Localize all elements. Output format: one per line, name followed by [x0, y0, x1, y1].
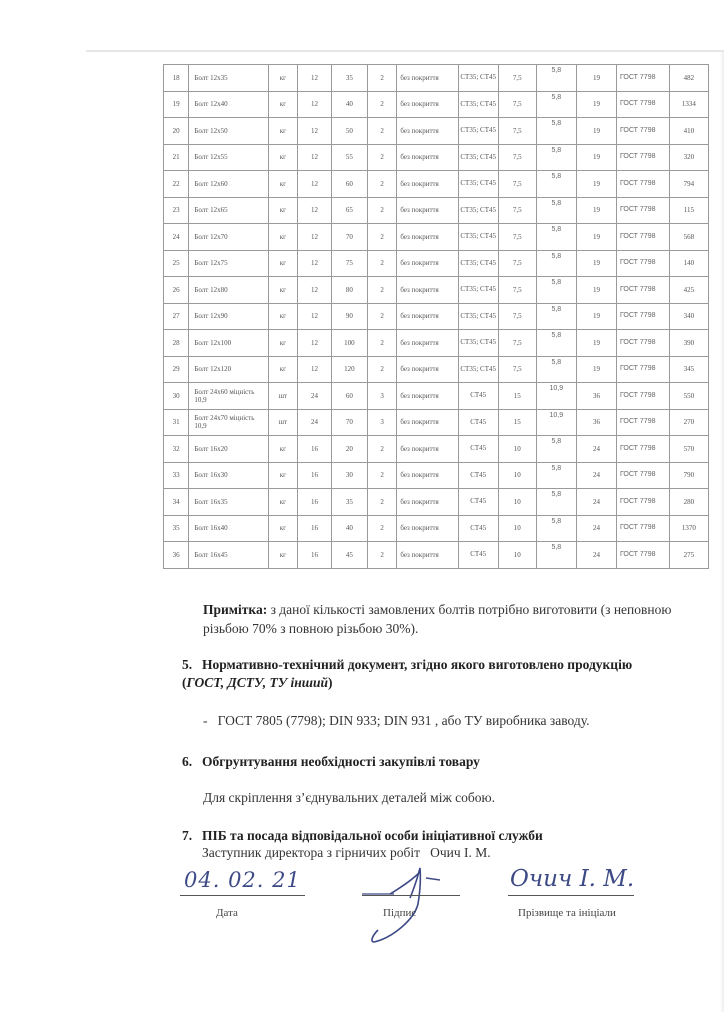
- cell-coating: без покриття: [397, 462, 458, 489]
- cell-s: 24: [576, 515, 616, 542]
- section-6-text: Для скріплення з’єднувальних деталей між собою.: [203, 790, 495, 805]
- section-7-number: 7.: [182, 828, 193, 843]
- cell-coating: без покриття: [397, 330, 458, 357]
- date-line: [180, 895, 305, 896]
- cell-d: 12: [298, 277, 332, 304]
- cell-pitch: 2: [367, 91, 397, 118]
- cell-name: Болт 12х55: [189, 144, 268, 171]
- cell-s: 19: [576, 250, 616, 277]
- cell-d: 16: [298, 489, 332, 516]
- cell-grade: 5,8: [536, 515, 576, 542]
- cell-grade: 10,9: [536, 383, 576, 410]
- cell-steel: СТ35; СТ45: [458, 224, 498, 251]
- cell-unit: кг: [268, 224, 298, 251]
- cell-steel: СТ35; СТ45: [458, 303, 498, 330]
- cell-len: 90: [331, 303, 367, 330]
- cell-s: 19: [576, 171, 616, 198]
- cell-coating: без покриття: [397, 118, 458, 145]
- section-5-item: [203, 712, 590, 730]
- cell-n: 28: [164, 330, 189, 357]
- cell-pitch: 2: [367, 197, 397, 224]
- cell-pitch: 2: [367, 489, 397, 516]
- cell-n: 21: [164, 144, 189, 171]
- section-7-title: [182, 827, 543, 845]
- name-line: [508, 895, 634, 896]
- cell-steel: СТ35; СТ45: [458, 171, 498, 198]
- cell-steel: СТ45: [458, 436, 498, 463]
- cell-pitch: 2: [367, 277, 397, 304]
- section-5-title-end: ): [328, 675, 333, 690]
- cell-a: 15: [498, 383, 536, 410]
- cell-a: 7,5: [498, 65, 536, 92]
- cell-pitch: 2: [367, 303, 397, 330]
- cell-gost: ГОСТ 7798: [617, 65, 670, 92]
- cell-name: Болт 12х75: [189, 250, 268, 277]
- cell-steel: СТ35; СТ45: [458, 356, 498, 383]
- cell-a: 15: [498, 409, 536, 436]
- cell-len: 55: [331, 144, 367, 171]
- cell-qty: 390: [669, 330, 708, 357]
- cell-s: 24: [576, 462, 616, 489]
- cell-n: 36: [164, 542, 189, 569]
- name-label: Прізвище та ініціали: [518, 907, 616, 919]
- cell-len: 40: [331, 515, 367, 542]
- cell-s: 36: [576, 409, 616, 436]
- cell-a: 7,5: [498, 250, 536, 277]
- cell-name: Болт 12х65: [189, 197, 268, 224]
- cell-qty: 320: [669, 144, 708, 171]
- cell-name: Болт 24х60 міцність 10,9: [189, 383, 268, 410]
- cell-a: 7,5: [498, 224, 536, 251]
- table-row: [164, 65, 709, 92]
- cell-d: 12: [298, 144, 332, 171]
- cell-n: 27: [164, 303, 189, 330]
- date-handwritten: 04. 02. 21: [184, 868, 301, 892]
- cell-s: 19: [576, 277, 616, 304]
- note-text: з даної кількості замовлених болтів потрібно виготовити (з неповною різьбою 70% з повною різьбою 30%).: [203, 602, 672, 636]
- cell-grade: 5,8: [536, 489, 576, 516]
- cell-name: Болт 16х40: [189, 515, 268, 542]
- cell-coating: без покриття: [397, 515, 458, 542]
- cell-coating: без покриття: [397, 65, 458, 92]
- cell-name: Болт 16х20: [189, 436, 268, 463]
- cell-qty: 280: [669, 489, 708, 516]
- cell-a: 7,5: [498, 118, 536, 145]
- table-row: [164, 91, 709, 118]
- table-row: [164, 118, 709, 145]
- cell-name: Болт 12х100: [189, 330, 268, 357]
- cell-qty: 568: [669, 224, 708, 251]
- cell-len: 70: [331, 224, 367, 251]
- cell-qty: 550: [669, 383, 708, 410]
- cell-coating: без покриття: [397, 197, 458, 224]
- cell-name: Болт 12х60: [189, 171, 268, 198]
- cell-steel: СТ35; СТ45: [458, 330, 498, 357]
- section-6-title: [182, 753, 480, 771]
- cell-d: 12: [298, 330, 332, 357]
- cell-unit: кг: [268, 171, 298, 198]
- note: [203, 600, 683, 638]
- cell-unit: кг: [268, 144, 298, 171]
- cell-grade: 5,8: [536, 250, 576, 277]
- cell-coating: без покриття: [397, 356, 458, 383]
- table-row: [164, 515, 709, 542]
- cell-coating: без покриття: [397, 542, 458, 569]
- cell-gost: ГОСТ 7798: [617, 303, 670, 330]
- cell-s: 19: [576, 91, 616, 118]
- name-handwritten: Очич І. М.: [510, 866, 635, 892]
- cell-s: 19: [576, 303, 616, 330]
- cell-coating: без покриття: [397, 383, 458, 410]
- cell-s: 19: [576, 65, 616, 92]
- cell-unit: кг: [268, 65, 298, 92]
- table-row: [164, 409, 709, 436]
- cell-gost: ГОСТ 7798: [617, 250, 670, 277]
- cell-qty: 1370: [669, 515, 708, 542]
- cell-a: 7,5: [498, 171, 536, 198]
- cell-gost: ГОСТ 7798: [617, 436, 670, 463]
- cell-len: 100: [331, 330, 367, 357]
- cell-len: 80: [331, 277, 367, 304]
- cell-qty: 482: [669, 65, 708, 92]
- cell-steel: СТ45: [458, 383, 498, 410]
- section-5-title-start: Нормативно-технічний документ, згідно якого виготовлено продукцію (: [182, 657, 633, 690]
- cell-qty: 570: [669, 436, 708, 463]
- cell-d: 24: [298, 409, 332, 436]
- table-row: [164, 330, 709, 357]
- cell-unit: кг: [268, 330, 298, 357]
- cell-n: 32: [164, 436, 189, 463]
- cell-a: 7,5: [498, 197, 536, 224]
- cell-a: 7,5: [498, 277, 536, 304]
- cell-d: 16: [298, 542, 332, 569]
- table-row: [164, 462, 709, 489]
- cell-unit: кг: [268, 489, 298, 516]
- cell-d: 24: [298, 383, 332, 410]
- cell-n: 25: [164, 250, 189, 277]
- cell-name: Болт 12х120: [189, 356, 268, 383]
- cell-pitch: 2: [367, 515, 397, 542]
- signature-label: Підпис: [383, 907, 417, 919]
- cell-name: Болт 12х90: [189, 303, 268, 330]
- cell-unit: кг: [268, 91, 298, 118]
- cell-unit: кг: [268, 303, 298, 330]
- cell-grade: 10,9: [536, 409, 576, 436]
- cell-steel: СТ45: [458, 409, 498, 436]
- cell-steel: СТ35; СТ45: [458, 197, 498, 224]
- cell-s: 19: [576, 118, 616, 145]
- cell-s: 36: [576, 383, 616, 410]
- cell-pitch: 2: [367, 250, 397, 277]
- cell-a: 7,5: [498, 91, 536, 118]
- signature-line: [362, 895, 460, 896]
- cell-a: 7,5: [498, 330, 536, 357]
- responsible-person: Очич І. М.: [430, 845, 491, 860]
- cell-grade: 5,8: [536, 197, 576, 224]
- cell-unit: кг: [268, 356, 298, 383]
- cell-len: 45: [331, 542, 367, 569]
- cell-len: 20: [331, 436, 367, 463]
- cell-pitch: 2: [367, 436, 397, 463]
- table-row: [164, 303, 709, 330]
- section-5-number: 5.: [182, 657, 193, 672]
- cell-n: 34: [164, 489, 189, 516]
- cell-gost: ГОСТ 7798: [617, 197, 670, 224]
- cell-coating: без покриття: [397, 224, 458, 251]
- cell-steel: СТ45: [458, 515, 498, 542]
- cell-s: 19: [576, 330, 616, 357]
- cell-name: Болт 12х50: [189, 118, 268, 145]
- cell-d: 12: [298, 224, 332, 251]
- cell-name: Болт 16х45: [189, 542, 268, 569]
- cell-n: 22: [164, 171, 189, 198]
- section-6-number: 6.: [182, 754, 193, 769]
- cell-a: 10: [498, 436, 536, 463]
- cell-name: Болт 12х40: [189, 91, 268, 118]
- table-row: [164, 356, 709, 383]
- cell-gost: ГОСТ 7798: [617, 356, 670, 383]
- cell-name: Болт 24х70 міцність 10,9: [189, 409, 268, 436]
- cell-grade: 5,8: [536, 436, 576, 463]
- cell-steel: СТ45: [458, 542, 498, 569]
- cell-a: 10: [498, 515, 536, 542]
- cell-len: 60: [331, 171, 367, 198]
- table-row: [164, 383, 709, 410]
- cell-n: 24: [164, 224, 189, 251]
- cell-unit: кг: [268, 436, 298, 463]
- cell-len: 60: [331, 383, 367, 410]
- date-label: Дата: [216, 907, 238, 919]
- cell-grade: 5,8: [536, 91, 576, 118]
- cell-n: 23: [164, 197, 189, 224]
- cell-pitch: 2: [367, 330, 397, 357]
- cell-s: 19: [576, 197, 616, 224]
- cell-d: 12: [298, 250, 332, 277]
- cell-gost: ГОСТ 7798: [617, 224, 670, 251]
- cell-gost: ГОСТ 7798: [617, 383, 670, 410]
- cell-s: 24: [576, 489, 616, 516]
- table-row: [164, 197, 709, 224]
- cell-grade: 5,8: [536, 144, 576, 171]
- cell-qty: 410: [669, 118, 708, 145]
- cell-n: 31: [164, 409, 189, 436]
- section-5-item-text: ГОСТ 7805 (7798); DIN 933; DIN 931 , або ТУ виробника заводу.: [217, 713, 590, 728]
- cell-d: 16: [298, 436, 332, 463]
- cell-gost: ГОСТ 7798: [617, 515, 670, 542]
- cell-unit: кг: [268, 118, 298, 145]
- cell-s: 19: [576, 224, 616, 251]
- cell-gost: ГОСТ 7798: [617, 171, 670, 198]
- cell-qty: 270: [669, 409, 708, 436]
- cell-coating: без покриття: [397, 303, 458, 330]
- cell-n: 30: [164, 383, 189, 410]
- cell-steel: СТ35; СТ45: [458, 250, 498, 277]
- cell-unit: кг: [268, 542, 298, 569]
- cell-pitch: 2: [367, 118, 397, 145]
- cell-gost: ГОСТ 7798: [617, 330, 670, 357]
- cell-s: 19: [576, 356, 616, 383]
- cell-d: 12: [298, 171, 332, 198]
- table-row: [164, 436, 709, 463]
- cell-gost: ГОСТ 7798: [617, 462, 670, 489]
- table-row: [164, 250, 709, 277]
- table-row: [164, 277, 709, 304]
- cell-unit: шт: [268, 409, 298, 436]
- cell-d: 16: [298, 515, 332, 542]
- cell-n: 35: [164, 515, 189, 542]
- cell-pitch: 3: [367, 383, 397, 410]
- cell-pitch: 2: [367, 65, 397, 92]
- cell-s: 24: [576, 436, 616, 463]
- cell-pitch: 2: [367, 356, 397, 383]
- cell-grade: 5,8: [536, 65, 576, 92]
- cell-qty: 345: [669, 356, 708, 383]
- bolts-table: [163, 64, 709, 569]
- cell-pitch: 2: [367, 462, 397, 489]
- cell-gost: ГОСТ 7798: [617, 409, 670, 436]
- bolts-table-body: [164, 65, 709, 569]
- cell-n: 33: [164, 462, 189, 489]
- cell-unit: кг: [268, 515, 298, 542]
- cell-d: 12: [298, 65, 332, 92]
- cell-pitch: 3: [367, 409, 397, 436]
- cell-qty: 425: [669, 277, 708, 304]
- section-7-title-text: ПІБ та посада відповідальної особи ініціативної служби: [202, 828, 543, 843]
- cell-pitch: 2: [367, 144, 397, 171]
- cell-gost: ГОСТ 7798: [617, 489, 670, 516]
- cell-steel: СТ35; СТ45: [458, 118, 498, 145]
- cell-grade: 5,8: [536, 171, 576, 198]
- cell-d: 12: [298, 197, 332, 224]
- cell-pitch: 2: [367, 171, 397, 198]
- table-row: [164, 489, 709, 516]
- cell-unit: шт: [268, 383, 298, 410]
- cell-len: 65: [331, 197, 367, 224]
- section-5-title: [182, 656, 652, 692]
- cell-qty: 340: [669, 303, 708, 330]
- signature-mark: [360, 858, 470, 948]
- cell-a: 7,5: [498, 144, 536, 171]
- cell-unit: кг: [268, 277, 298, 304]
- cell-len: 40: [331, 91, 367, 118]
- table-row: [164, 144, 709, 171]
- cell-n: 29: [164, 356, 189, 383]
- cell-steel: СТ35; СТ45: [458, 65, 498, 92]
- cell-qty: 275: [669, 542, 708, 569]
- table-row: [164, 224, 709, 251]
- cell-grade: 5,8: [536, 277, 576, 304]
- cell-d: 12: [298, 91, 332, 118]
- cell-a: 7,5: [498, 356, 536, 383]
- cell-unit: кг: [268, 250, 298, 277]
- cell-gost: ГОСТ 7798: [617, 277, 670, 304]
- cell-n: 26: [164, 277, 189, 304]
- cell-n: 20: [164, 118, 189, 145]
- cell-coating: без покриття: [397, 436, 458, 463]
- cell-len: 120: [331, 356, 367, 383]
- cell-a: 10: [498, 489, 536, 516]
- cell-grade: 5,8: [536, 462, 576, 489]
- section-5-title-italic: ГОСТ, ДСТУ, ТУ інший: [186, 675, 329, 690]
- cell-gost: ГОСТ 7798: [617, 118, 670, 145]
- cell-steel: СТ45: [458, 462, 498, 489]
- cell-steel: СТ35; СТ45: [458, 91, 498, 118]
- page-right-edge: [720, 52, 724, 1012]
- cell-gost: ГОСТ 7798: [617, 144, 670, 171]
- cell-d: 12: [298, 356, 332, 383]
- cell-a: 10: [498, 462, 536, 489]
- cell-gost: ГОСТ 7798: [617, 91, 670, 118]
- cell-a: 7,5: [498, 303, 536, 330]
- cell-d: 12: [298, 303, 332, 330]
- table-row: [164, 171, 709, 198]
- cell-name: Болт 16х35: [189, 489, 268, 516]
- cell-steel: СТ35; СТ45: [458, 144, 498, 171]
- cell-pitch: 2: [367, 542, 397, 569]
- cell-d: 16: [298, 462, 332, 489]
- cell-s: 24: [576, 542, 616, 569]
- table-row: [164, 542, 709, 569]
- section-6-title-text: Обгрунтування необхідності закупівлі товару: [202, 754, 480, 769]
- cell-grade: 5,8: [536, 118, 576, 145]
- cell-steel: СТ45: [458, 489, 498, 516]
- cell-len: 35: [331, 65, 367, 92]
- cell-s: 19: [576, 144, 616, 171]
- cell-coating: без покриття: [397, 144, 458, 171]
- cell-len: 30: [331, 462, 367, 489]
- cell-name: Болт 12х80: [189, 277, 268, 304]
- cell-qty: 115: [669, 197, 708, 224]
- cell-len: 75: [331, 250, 367, 277]
- cell-d: 12: [298, 118, 332, 145]
- cell-coating: без покриття: [397, 91, 458, 118]
- cell-name: Болт 16х30: [189, 462, 268, 489]
- cell-grade: 5,8: [536, 330, 576, 357]
- cell-qty: 794: [669, 171, 708, 198]
- page-top-edge: [86, 50, 724, 52]
- cell-grade: 5,8: [536, 356, 576, 383]
- cell-n: 19: [164, 91, 189, 118]
- bullet-dash: -: [203, 713, 208, 728]
- cell-len: 35: [331, 489, 367, 516]
- cell-name: Болт 12х35: [189, 65, 268, 92]
- cell-qty: 790: [669, 462, 708, 489]
- cell-name: Болт 12х70: [189, 224, 268, 251]
- cell-coating: без покриття: [397, 277, 458, 304]
- note-label: Примітка:: [203, 602, 268, 617]
- cell-grade: 5,8: [536, 224, 576, 251]
- responsible-position: Заступник директора з гірничих робіт: [202, 845, 420, 860]
- cell-qty: 1334: [669, 91, 708, 118]
- cell-qty: 140: [669, 250, 708, 277]
- cell-len: 70: [331, 409, 367, 436]
- cell-pitch: 2: [367, 224, 397, 251]
- cell-n: 18: [164, 65, 189, 92]
- cell-steel: СТ35; СТ45: [458, 277, 498, 304]
- cell-grade: 5,8: [536, 303, 576, 330]
- cell-unit: кг: [268, 462, 298, 489]
- cell-coating: без покриття: [397, 250, 458, 277]
- cell-grade: 5,8: [536, 542, 576, 569]
- cell-coating: без покриття: [397, 409, 458, 436]
- cell-unit: кг: [268, 197, 298, 224]
- cell-a: 10: [498, 542, 536, 569]
- cell-gost: ГОСТ 7798: [617, 542, 670, 569]
- cell-coating: без покриття: [397, 489, 458, 516]
- cell-coating: без покриття: [397, 171, 458, 198]
- cell-len: 50: [331, 118, 367, 145]
